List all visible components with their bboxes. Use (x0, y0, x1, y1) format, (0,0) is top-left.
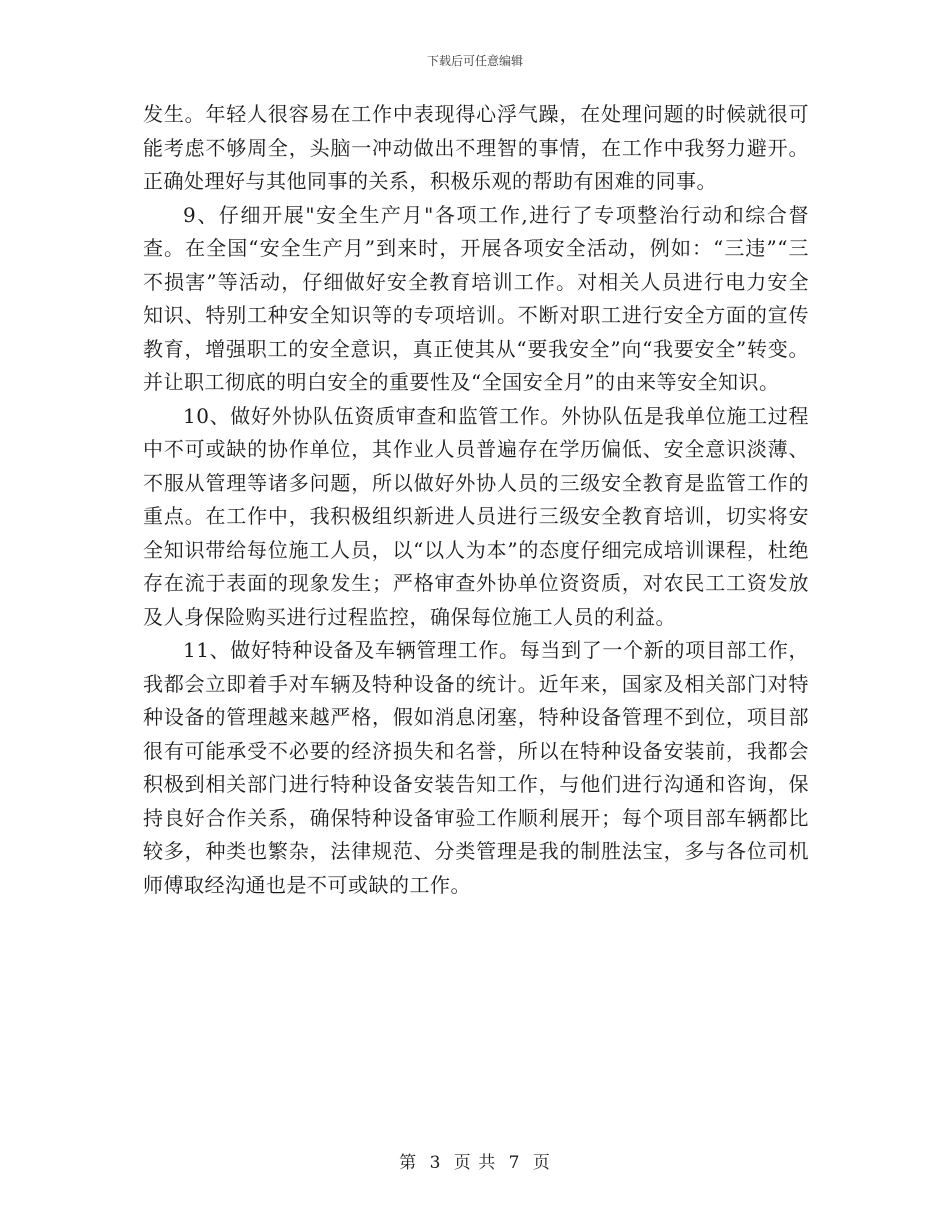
footer-suffix: 页 (532, 1153, 551, 1173)
paragraph-item-11: 11、做好特种设备及车辆管理工作。每当到了一个新的项目部工作，我都会立即着手对车辆及特种设备的统计。近年来，国家及相关部门对特种设备的管理越来越严格，假如消息闭塞，特种设备管理不到位，项目部很有可能承受不必要的经济损失和名誉，所以在特种设备安装前，我都会积极到相关部门进行特种设备安装告知工作，与他们进行沟通和咨询，保持良好合作关系，确保特种设备审验工作顺利展开；每个项目部车辆都比较多，种类也繁杂，法律规范、分类管理是我的制胜法宝，多与各位司机师傅取经沟通也是不可或缺的工作。 (143, 638, 809, 897)
page-footer (0, 1148, 950, 1173)
paragraph-continuation: 发生。年轻人很容易在工作中表现得心浮气躁，在处理问题的时候就很可能考虑不够周全，头脑一冲动做出不理智的事情，在工作中我努力避开。正确处理好与其他同事的关系，积极乐观的帮助有困难的同事。 (143, 102, 809, 193)
current-page-number: 3 (429, 1153, 442, 1173)
footer-prefix: 第 (399, 1153, 418, 1173)
document-body (143, 98, 809, 902)
total-page-number: 7 (508, 1153, 521, 1173)
page-header: 下载后可任意编辑 (426, 54, 523, 68)
paragraph-item-10: 10、做好外协队伍资质审查和监管工作。外协队伍是我单位施工过程中不可或缺的协作单位，其作业人员普遍存在学历偏低、安全意识淡薄、不服从管理等诸多问题，所以做好外协人员的三级安全教育是监管工作的重点。在工作中，我积极组织新进人员进行三级安全教育培训，切实将安全知识带给每位施工人员，以“以人为本”的态度仔细完成培训课程，杜绝存在流于表面的现象发生；严格审查外协单位资资质，对农民工工资发放及人身保险购买进行过程监控，确保每位施工人员的利益。 (143, 403, 809, 629)
footer-middle: 页 共 (453, 1153, 497, 1173)
paragraph-item-9: 9、仔细开展"安全生产月"各项工作,进行了专项整治行动和综合督查。在全国“安全生产月”到来时，开展各项安全活动，例如：“三违”“三不损害”等活动，仔细做好安全教育培训工作。对相关人员进行电力安全知识、特别工种安全知识等的专项培训。不断对职工进行安全方面的宣传教育，增强职工的安全意识，真正使其从“要我安全”向“我要安全”转变。并让职工彻底的明白安全的重要性及“全国安全月”的由来等安全知识。 (143, 202, 809, 394)
